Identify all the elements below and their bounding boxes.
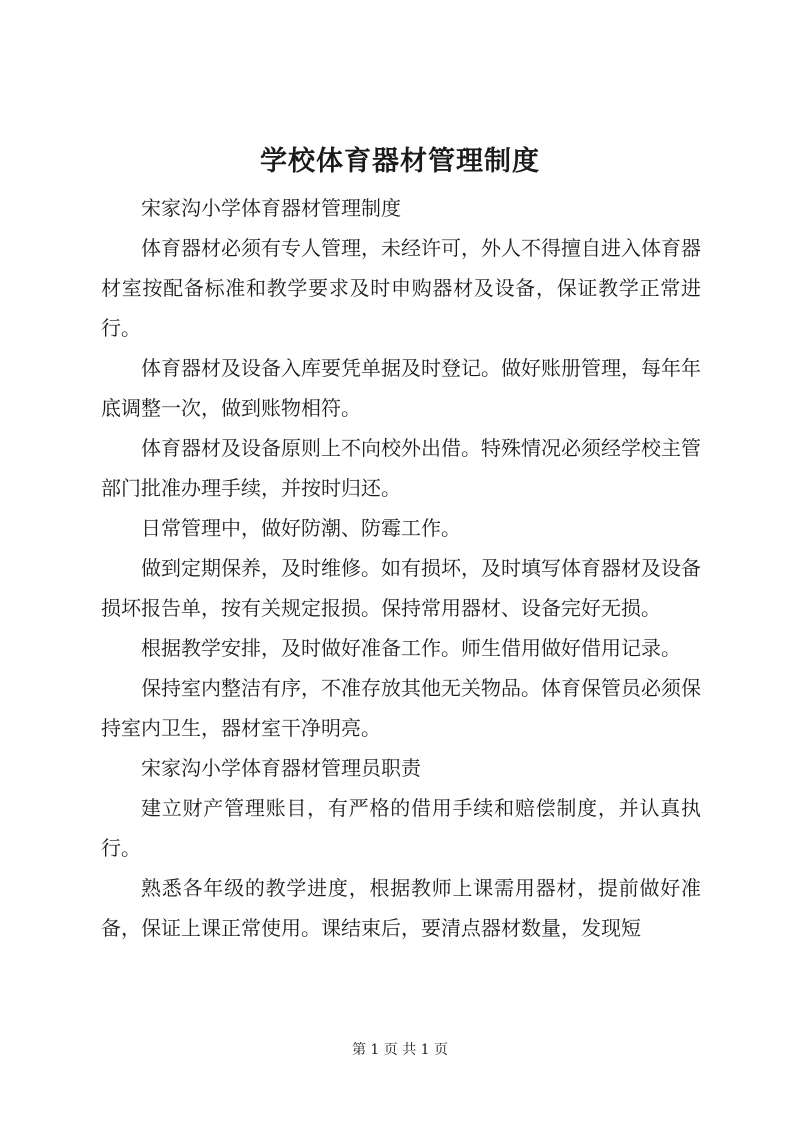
paragraph: 体育器材必须有专人管理，未经许可，外人不得擅自进入体育器材室按配备标准和教学要求及时申购器材及设备，保证教学正常进行。 — [101, 236, 701, 340]
document-body — [101, 188, 701, 948]
section-heading-duties: 宋家沟小学体育器材管理员职责 — [141, 756, 421, 780]
document-title: 学校体育器材管理制度 — [260, 146, 540, 177]
paragraph: 根据教学安排，及时做好准备工作。师生借用做好借用记录。 — [141, 636, 681, 660]
paragraph: 做到定期保养，及时维修。如有损坏，及时填写体育器材及设备损坏报告单，按有关规定报损。保持常用器材、设备完好无损。 — [101, 556, 701, 620]
paragraph: 体育器材及设备原则上不向校外出借。特殊情况必须经学校主管部门批准办理手续，并按时归还。 — [101, 436, 701, 500]
section-heading-rules: 宋家沟小学体育器材管理制度 — [141, 196, 401, 220]
paragraph: 保持室内整洁有序，不准存放其他无关物品。体育保管员必须保持室内卫生，器材室干净明亮。 — [101, 676, 701, 740]
paragraph: 体育器材及设备入库要凭单据及时登记。做好账册管理，每年年底调整一次，做到账物相符。 — [101, 356, 701, 420]
paragraph: 熟悉各年级的教学进度，根据教师上课需用器材，提前做好准备，保证上课正常使用。课结束后，要清点器材数量，发现短 — [101, 876, 701, 940]
page-number-footer: 第 1 页 共 1 页 — [351, 1042, 449, 1058]
paragraph: 建立财产管理账目，有严格的借用手续和赔偿制度，并认真执行。 — [101, 796, 701, 860]
paragraph: 日常管理中，做好防潮、防霉工作。 — [141, 516, 461, 540]
